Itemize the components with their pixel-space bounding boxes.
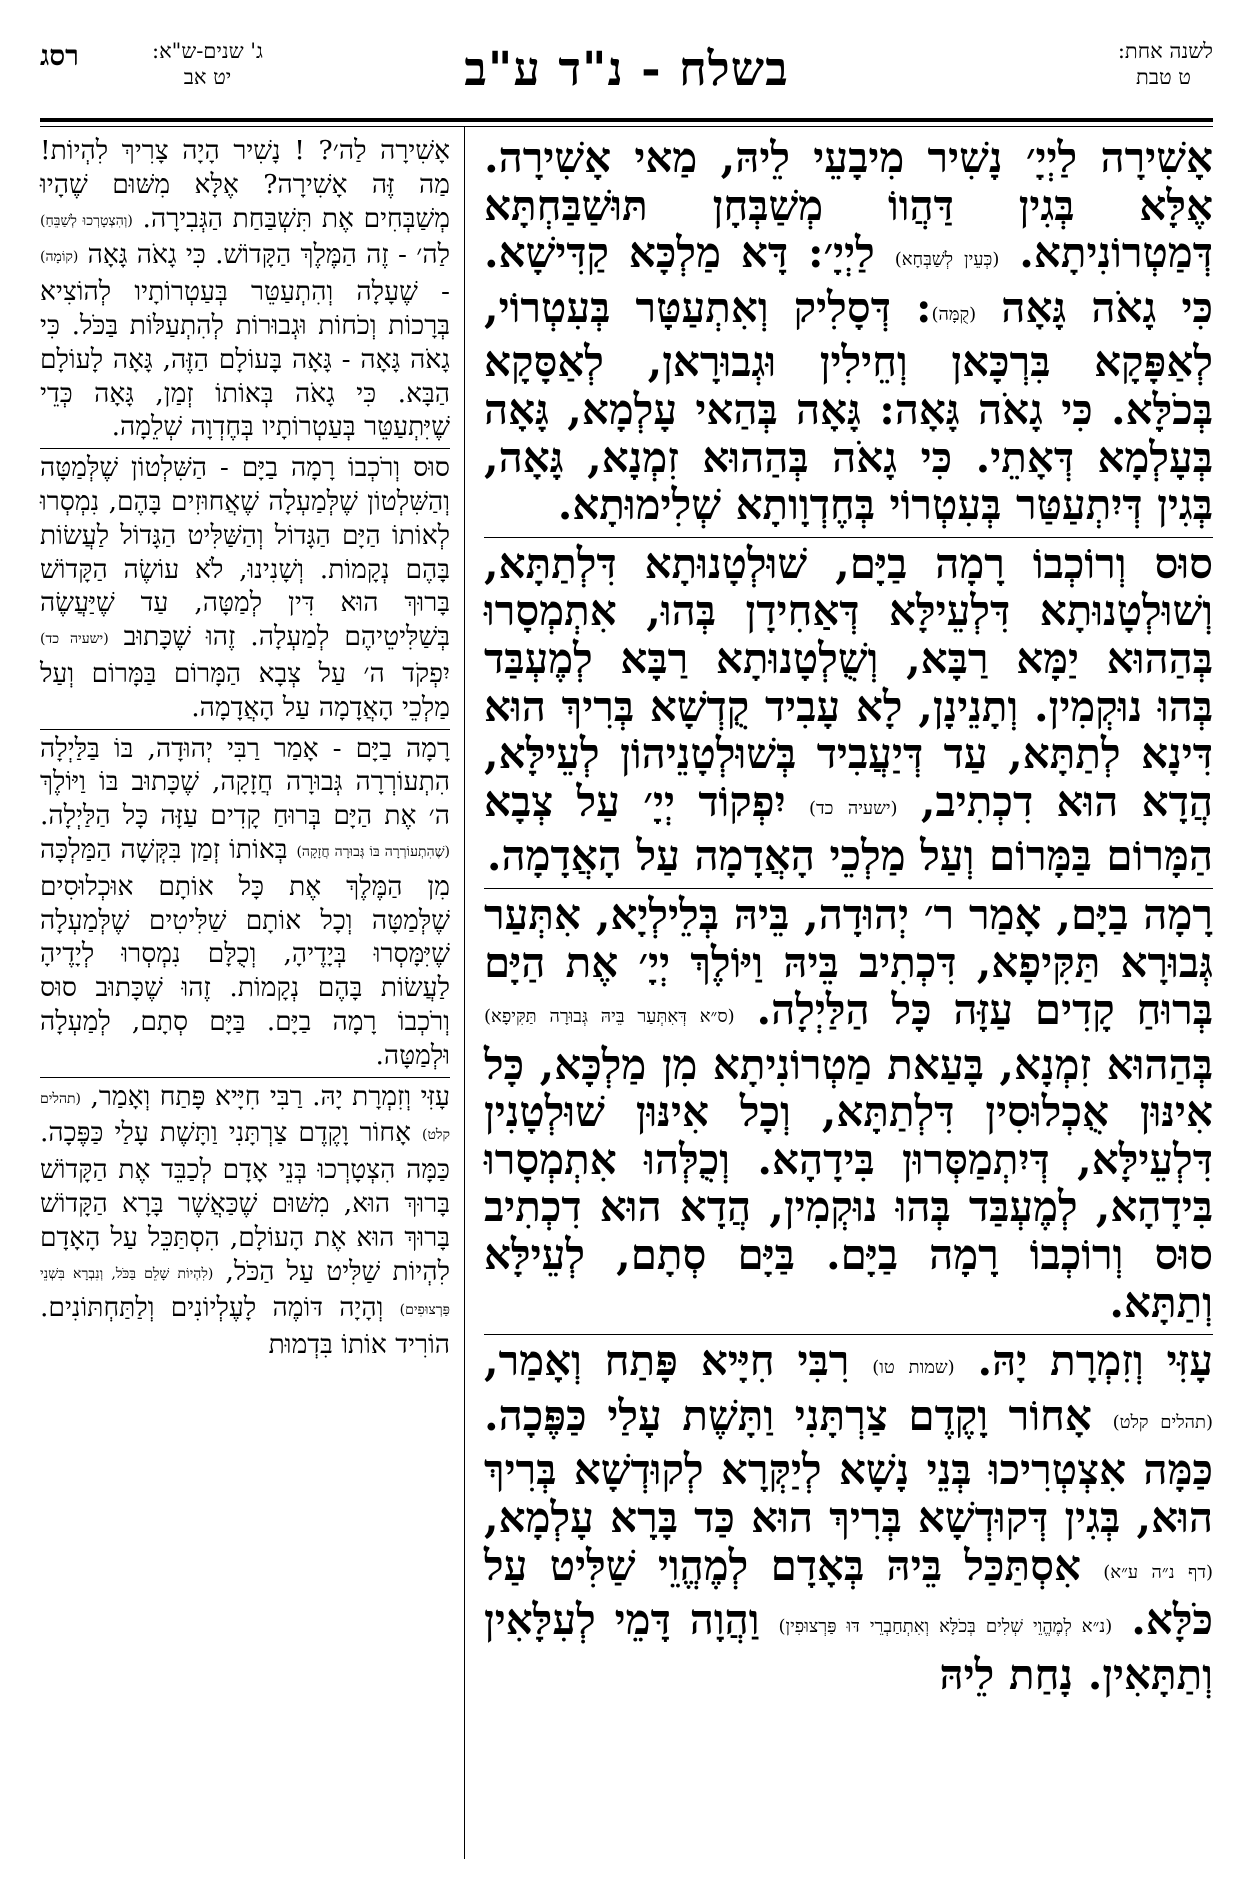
main-paragraph: רָמָה בַיָּם, אָמַר ר׳ יְהוּדָה, בֵּיהּ בְּלֵילְיָא, אִתְּעַר גְּבוּרָא תַּקִּיפָא, דִּכְתִיב בֵּיהּ וַיּוֹלֶךְ יְיָ׳ אֶת הַיָּם בְּרוּחַ קָדִים עַזָּה כָּל הַלַּיְלָה. (ס״א דְּאִתְּעַר בֵּיהּ גְּבוּרָה תַּקִּיפָא) בְּהַהוּא זִמְנָא, בָּעַאת מַטְרוֹנִיתָא מִן מַלְכָּא, כָּל אִינּוּן אֻכְלוּסִין דִּלְתַתָּא, וְכָל אִינּוּן שׁוּלְטָנִין דִּלְעֵילָּא, דְּיִתְמַסְּרוּן בִּידָהָא. וְכֻלְּהוּ אִתְמְסָרוּ בִּידָהָא, לְמֶעְבַּד בְּהוּ נוּקְמִין, הֲדָא הוּא דִכְתִיב סוּס וְרוֹכְבוֹ רָמָה בַיָּם. בַּיָּם סְתָם, לְעֵילָּא וְתַתָּא.: [484, 889, 1214, 1327]
page-title: בשלח - נ"ד ע"ב: [464, 42, 789, 97]
reference-note: (ישעיה כד): [40, 631, 109, 648]
reference-note: (שמות טו): [872, 1357, 955, 1379]
translation-paragraph: אָשִׁירָה לַה׳? ! נָשִׁיר הָיָה צָרִיךְ לִהְיוֹת! מַה זֶּה אָשִׁירָה? אֶלָּא מִשּׁוּם שֶׁהָיוּ מְשַׁבְּחִים אֶת תִּשְׁבַּחַת הַגְּבִירָה. (וְהִצְטָרְכוּ לְשַׁבֵּחַ) לַה׳ - זֶה הַמֶּלֶךְ הַקָּדוֹשׁ. כִּי גָאֹה גָּאָה (קוֹמָה) - שֶׁעָלָה וְהִתְעַטֵּר בְּעַטְרוֹתָיו לְהוֹצִיא בְּרָכוֹת וְכֹחוֹת וּגְבוּרוֹת לְהִתְעַלּוֹת בַּכֹּל. כִּי גָאֹה גָּאָה - גָּאָה בָּעוֹלָם הַזֶּה, גָּאָה לָעוֹלָם הַבָּא. כִּי גָאֹה בְּאוֹתוֹ זְמַן, גָּאָה כְּדֵי שֶׁיִּתְעַטֵּר בְּעַטְרוֹתָיו בְּחֶדְוָה שְׁלֵמָה.: [40, 135, 450, 443]
schedule-three-years-label: ג' שנים-ש"א:: [152, 39, 263, 63]
schedule-three-years: [152, 38, 263, 90]
reference-note: (קוֹמָה): [40, 249, 79, 266]
reference-note: (תהלים קלט): [1112, 1411, 1213, 1433]
reference-note: (ישעיה כד): [808, 797, 898, 819]
main-paragraph: עָזִּי וְזִמְרָת יָהּ. (שמות טו) רִבִּי חִיָּיא פָּתַח וְאָמַר, (תהלים קלט) אָחוֹר וָקֶדֶם צַרְתָּנִי וַתָּשֶׁת עָלַי כַּפֶּכָה. כַּמָּה אִצְטְרִיכוּ בְּנֵי נָשָׁא לְיַקְּרָא לְקוּדְשָׁא בְּרִיךְ הוּא, בְּגִין דְּקוּדְשָׁא בְּרִיךְ הוּא כַּד בָּרָא עָלְמָא, (דף נ״ה ע״א) אִסְתַּכַּל בֵּיהּ בְּאָדָם לְמֶהֱוֵי שַׁלִּיט עַל כֹּלָּא. (נ״א לְמֶהֱוֵי שְׁלִים בְּכֹלָּא וְאִתְחַבְרֵי דּוּ פַּרְצוּפִין) וַהֲוָה דָּמֵי לְעִלָּאִין וְתַתָּאִין. נָחַת לֵיהּ: [484, 1336, 1214, 1699]
page-number: רסג: [40, 39, 79, 72]
reference-note: (ס״א דְּאִתְּעַר בֵּיהּ גְּבוּרָה תַּקִּיפָא): [484, 1006, 735, 1028]
translation-paragraph: רָמָה בַיָּם - אָמַר רַבִּי יְהוּדָה, בּוֹ בַּלַּיְלָה הִתְעוֹרְרָה גְּבוּרָה חֲזָקָה, שֶׁכָּתוּב בּוֹ וַיּוֹלֶךְ ה׳ אֶת הַיָּם בְּרוּחַ קָדִים עַזָּה כָּל הַלַּיְלָה. (שֶׁהִתְעוֹרְרָה בּוֹ גְּבוּרָה חֲזָקָה) בְּאוֹתוֹ זְמַן בִּקְּשָׁה הַמַּלְכָּה מִן הַמֶּלֶךְ אֶת כָּל אוֹתָם אוּכְלוּסִים שֶׁלְּמַטָּה וְכָל אוֹתָם שַׁלִּיטִים שֶׁלְּמַעְלָה שֶׁיִּמָּסְרוּ בְּיָדֶיהָ, וְכֻלָּם נִמְסְרוּ לְיָדֶיהָ לַעֲשׂוֹת בָּהֶם נְקָמוֹת. זֶהוּ שֶׁכָּתוּב סוּס וְרֹכְבוֹ רָמָה בַיָּם. בַּיָּם סְתָם, לְמַעְלָה וּלְמַטָּה.: [40, 729, 450, 1073]
reference-note: (שֶׁהִתְעוֹרְרָה בּוֹ גְּבוּרָה חֲזָקָה): [296, 843, 450, 860]
main-paragraph: סוּס וְרוֹכְבוֹ רָמָה בַיָּם, שׁוּלְטָנוּתָא דִּלְתַתָּא, וְשׁוּלְטָנוּתָא דִּלְעֵילָּא דְּאַחִידָן בְּהוּ, אִתְמְסָרוּ בְּהַהוּא יַמָּא רַבָּא, וְשֻׁלְטָנוּתָא רַבָּא לְמֶעְבַּד בְּהוּ נוּקְמִין. וְתָנֵינָן, לָא עָבִיד קֻדְשָׁא בְּרִיךְ הוּא דִּינָא לְתַתָּא, עַד דְּיַעֲבִיד בְּשׁוּלְטָנֵיהוֹן לְעֵילָּא, הֲדָא הוּא דִכְתִיב, (ישעיה כד) יִפְקוֹד יְיָ׳ עַל צְבָא הַמָּרוֹם בַּמָּרוֹם וְעַל מַלְכֵי הָאֲדָמָה עַל הָאֲדָמָה.: [484, 538, 1213, 881]
header-rule-thin: [40, 126, 1213, 127]
reference-note: (דף נ״ה ע״א): [1103, 1561, 1214, 1583]
schedule-three-years-date: יט אב: [183, 65, 232, 89]
reference-note: (לִהְיוֹת שָׁלֵם בַּכֹּל, וְנִבְרָא בִּשְׁנֵי פַּרְצוּפִים): [40, 1265, 450, 1319]
schedule-one-year-label: לשנה אחת:: [1117, 39, 1213, 63]
main-paragraph: אָשִׁירָה לַיְיָ׳ נָשִׁיר מִיבָעֵי לֵיהּ, מַאי אָשִׁירָה. אֶלָּא בְּגִין דַּהֲווֹ מְשַׁבְּחָן תּוּשַׁבַּחְתָּא דְּמַטְרוֹנִיתָא. (כְּעֵין לְשַׁבְּחָא) לַיְיָ׳: דָּא מַלְכָּא קַדִּישָׁא. כִּי גָאֹה גָּאָה (קֻמָּה): דְּסָלִיק וְאִתְעַטָּר בְּעִטְרוֹי, לְאַפָּקָא בִּרְכָּאן וְחֵילִין וּגְבוּרָאן, לְאַסָּקָא בְּכֹלָּא. כִּי גָאֹה גָּאָה: גָּאָה בְּהַאי עָלְמָא, גָּאָה בְּעָלְמָא דְּאָתֵי. כִּי גָאֹה בְּהַהוּא זִמְנָא, גָּאָה, בְּגִין דְּיִתְעַטַּר בְּעִטְרוֹי בְּחֶדְוָותָא שְׁלִימוּתָא.: [484, 133, 1213, 530]
reference-note: (כְּעֵין לְשַׁבְּחָא): [894, 249, 1000, 271]
translation-column: [40, 134, 450, 1362]
translation-paragraph: סוּס וְרֹכְבוֹ רָמָה בַיָּם - הַשִּׁלְטוֹן שֶׁלְּמַטָּה וְהַשִּׁלְטוֹן שֶׁלְּמַעְלָה שֶׁאֲחוּזִים בָּהֶם, נִמְסְרוּ לְאוֹתוֹ הַיָּם הַגָּדוֹל וְהַשַּׁלִּיט הַגָּדוֹל לַעֲשׂוֹת בָּהֶם נְקָמוֹת. וְשָׁנִינוּ, לֹא עוֹשֶׂה הַקָּדוֹשׁ בָּרוּךְ הוּא דִּין לְמַטָּה, עַד שֶׁיַּעֲשֶׂה בְּשַׁלִּיטֵיהֶם לְמַעְלָה. זֶהוּ שֶׁכָּתוּב (ישעיה כד) יִפְקֹד ה׳ עַל צְבָא הַמָּרוֹם בַּמָּרוֹם וְעַל מַלְכֵי הָאֲדָמָה עַל הָאֲדָמָה.: [40, 448, 450, 724]
reference-note: (נ״א לְמֶהֱוֵי שְׁלִים בְּכֹלָּא וְאִתְחַבְרֵי דּוּ פַּרְצוּפִין): [778, 1616, 1113, 1638]
page-header: [40, 38, 1213, 118]
column-divider: [464, 126, 465, 1859]
reference-note: (תהלים קלט): [40, 1090, 450, 1144]
translation-paragraph: עָזִּי וְזִמְרָת יָהּ. רַבִּי חִיָּיא פָּתַח וְאָמַר, (תהלים קלט) אָחוֹר וָקֶדֶם צַרְתָּנִי וַתָּשֶׁת עָלַי כַּפֶּכָה. כַּמָּה הִצְטָרְכוּ בְּנֵי אָדָם לְכַבֵּד אֶת הַקָּדוֹשׁ בָּרוּךְ הוּא, מִשּׁוּם שֶׁכַּאֲשֶׁר בָּרָא הַקָּדוֹשׁ בָּרוּךְ הוּא אֶת הָעוֹלָם, הִסְתַּכֵּל עַל הָאָדָם לִהְיוֹת שַׁלִּיט עַל הַכֹּל, (לִהְיוֹת שָׁלֵם בַּכֹּל, וְנִבְרָא בִּשְׁנֵי פַּרְצוּפִים) וְהָיָה דּוֹמֶה לָעֶלְיוֹנִים וְלַתַּחְתּוֹנִים. הוֹרִיד אוֹתוֹ בִּדְמוּת: [40, 1077, 450, 1362]
reference-note: (וְהִצְטָרְכוּ לְשַׁבֵּחַ): [40, 212, 133, 229]
schedule-one-year-date: ט טבת: [1136, 65, 1191, 89]
reference-note: (קֻמָּה): [931, 303, 977, 325]
main-text-column: [484, 134, 1213, 1698]
header-rule: [40, 118, 1213, 122]
